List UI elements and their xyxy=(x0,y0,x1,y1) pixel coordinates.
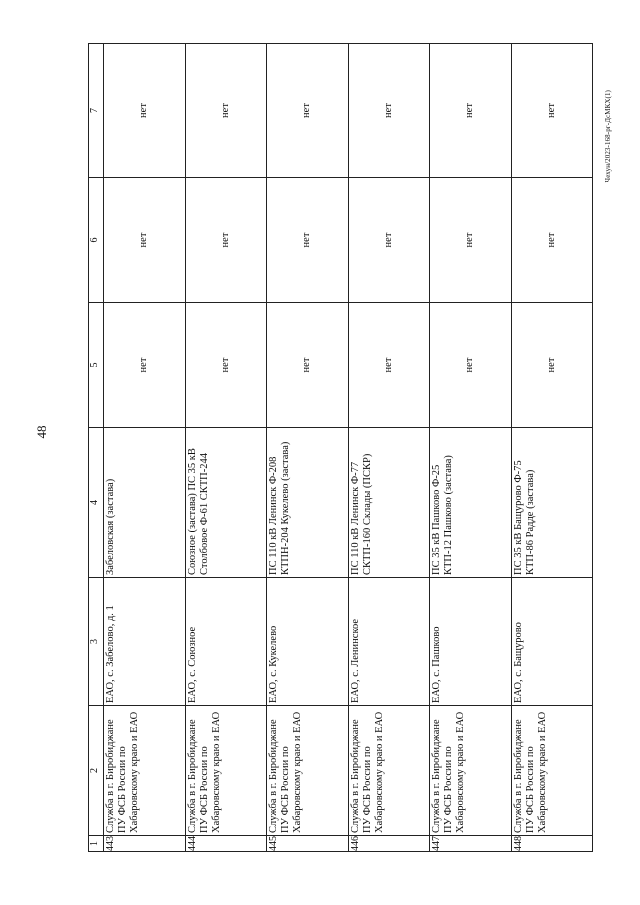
source-cell: ПС 35 кВ Пашково Ф-25 КТП-12 Пашково (застава) xyxy=(430,428,512,578)
table-row xyxy=(267,44,349,852)
address-cell: ЕАО, с. Союзное xyxy=(185,578,267,706)
col6-cell: нет xyxy=(104,178,186,303)
col6-cell: нет xyxy=(348,178,430,303)
organization-cell: Служба в г. Биробиджане ПУ ФСБ России по Хабаровскому краю и ЕАО xyxy=(104,706,186,836)
table-row xyxy=(185,44,267,852)
document-reference: Чехун/2023-168-рг-ДсМКХ(1) xyxy=(604,90,612,183)
row-number: 444 xyxy=(185,836,267,852)
header-cell: 3 xyxy=(89,578,104,706)
header-row xyxy=(89,44,104,852)
organization-cell: Служба в г. Биробиджане ПУ ФСБ России по Хабаровскому краю и ЕАО xyxy=(430,706,512,836)
header-cell: 4 xyxy=(89,428,104,578)
source-cell: ПС 110 кВ Ленинск Ф-77 СКТП-160 Склады (ПСКР) xyxy=(348,428,430,578)
address-cell: ЕАО, с. Кукелево xyxy=(267,578,349,706)
table-container xyxy=(88,44,593,852)
table-row xyxy=(511,44,593,852)
data-table xyxy=(88,43,593,852)
col5-cell: нет xyxy=(430,303,512,428)
col6-cell: нет xyxy=(267,178,349,303)
source-cell: Забеловская (застава) xyxy=(104,428,186,578)
col7-cell: нет xyxy=(185,44,267,178)
organization-cell: Служба в г. Биробиджане ПУ ФСБ России по Хабаровскому краю и ЕАО xyxy=(267,706,349,836)
header-cell: 5 xyxy=(89,303,104,428)
row-number: 446 xyxy=(348,836,430,852)
address-cell: ЕАО, с. Ленинское xyxy=(348,578,430,706)
col5-cell: нет xyxy=(348,303,430,428)
row-number: 447 xyxy=(430,836,512,852)
source-cell: ПС 35 кВ Бащурово Ф-75 КТП-86 Радде (застава) xyxy=(511,428,593,578)
row-number: 445 xyxy=(267,836,349,852)
col7-cell: нет xyxy=(104,44,186,178)
col6-cell: нет xyxy=(430,178,512,303)
page-number: 48 xyxy=(34,425,49,439)
row-number: 448 xyxy=(511,836,593,852)
organization-cell: Служба в г. Биробиджане ПУ ФСБ России по Хабаровскому краю и ЕАО xyxy=(185,706,267,836)
address-cell: ЕАО, с. Пашково xyxy=(430,578,512,706)
source-cell: ПС 110 кВ Ленинск Ф-208 КТПН-204 Кукелево (застава) xyxy=(267,428,349,578)
source-cell: Союзное (застава) ПС 35 кВ Столбовое Ф-61 СКТП-244 xyxy=(185,428,267,578)
col6-cell: нет xyxy=(185,178,267,303)
table-row xyxy=(430,44,512,852)
header-cell: 6 xyxy=(89,178,104,303)
row-number: 443 xyxy=(104,836,186,852)
header-cell: 2 xyxy=(89,706,104,836)
table-row xyxy=(348,44,430,852)
col5-cell: нет xyxy=(511,303,593,428)
organization-cell: Служба в г. Биробиджане ПУ ФСБ России по Хабаровскому краю и ЕАО xyxy=(348,706,430,836)
header-cell: 7 xyxy=(89,44,104,178)
organization-cell: Служба в г. Биробиджане ПУ ФСБ России по Хабаровскому краю и ЕАО xyxy=(511,706,593,836)
col6-cell: нет xyxy=(511,178,593,303)
address-cell: ЕАО, с. Забеловo, д. 1 xyxy=(104,578,186,706)
address-cell: ЕАО, с. Бащурово xyxy=(511,578,593,706)
col7-cell: нет xyxy=(348,44,430,178)
col5-cell: нет xyxy=(104,303,186,428)
col7-cell: нет xyxy=(511,44,593,178)
col5-cell: нет xyxy=(267,303,349,428)
table-row xyxy=(104,44,186,852)
col5-cell: нет xyxy=(185,303,267,428)
header-cell: 1 xyxy=(89,836,104,852)
col7-cell: нет xyxy=(430,44,512,178)
col7-cell: нет xyxy=(267,44,349,178)
